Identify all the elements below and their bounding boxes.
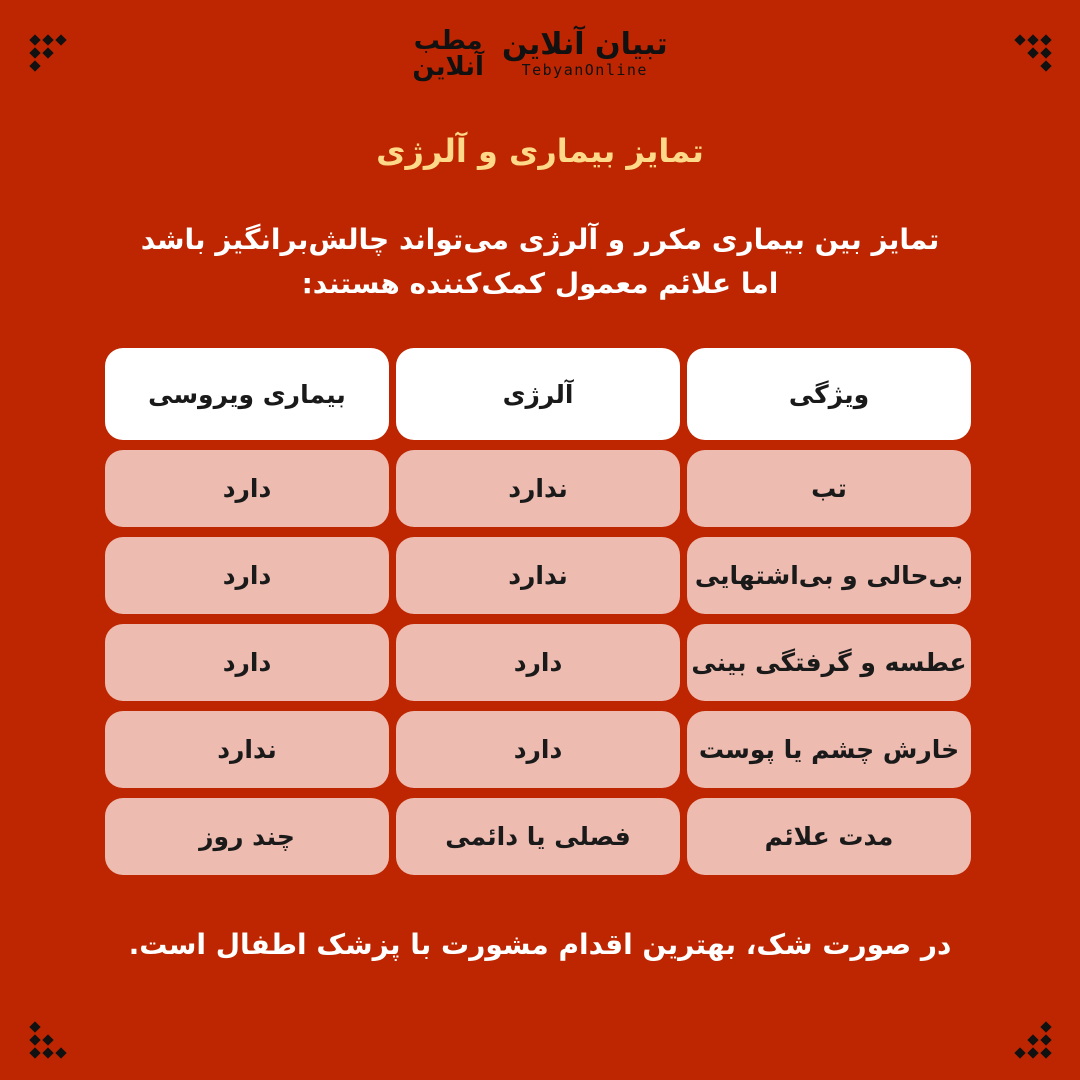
feature-cell: عطسه و گرفتگی بینی <box>687 624 971 701</box>
viral-cell: ندارد <box>105 711 389 788</box>
table-row <box>107 624 971 701</box>
allergy-cell: دارد <box>396 624 680 701</box>
matab-online-logo <box>412 28 484 80</box>
feature-cell: مدت علائم <box>687 798 971 875</box>
viral-cell: دارد <box>105 450 389 527</box>
table-header-row <box>107 348 971 440</box>
viral-cell: دارد <box>105 624 389 701</box>
allergy-cell: فصلی یا دائمی <box>396 798 680 875</box>
intro-line-1: تمایز بین بیماری مکرر و آلرژی می‌تواند چالش‌برانگیز باشد <box>140 223 940 256</box>
corner-pattern-bottom-right-icon <box>1013 1020 1053 1060</box>
allergy-cell: ندارد <box>396 537 680 614</box>
feature-cell: تب <box>687 450 971 527</box>
table-row <box>107 798 971 875</box>
header-cell-allergy: آلرژی <box>396 348 680 440</box>
brand-logos <box>0 28 1080 80</box>
comparison-table <box>107 348 971 885</box>
table-row <box>107 450 971 527</box>
intro-text <box>100 218 980 306</box>
allergy-cell: ندارد <box>396 450 680 527</box>
table-row <box>107 537 971 614</box>
header-cell-feature: ویژگی <box>687 348 971 440</box>
viral-cell: دارد <box>105 537 389 614</box>
tebyan-logo-persian: تبیان آنلاین <box>501 27 668 63</box>
matab-logo-line2: آنلاین <box>412 52 484 82</box>
feature-cell: بی‌حالی و بی‌اشتهایی <box>687 537 971 614</box>
page-title: تمایز بیماری و آلرژی <box>376 132 704 170</box>
table-row <box>107 711 971 788</box>
tebyan-online-logo <box>502 29 668 79</box>
tebyan-logo-english: TebyanOnline <box>521 60 648 79</box>
intro-line-2: اما علائم معمول کمک‌کننده هستند: <box>301 267 779 300</box>
matab-logo-line1: مطب <box>413 26 483 56</box>
feature-cell: خارش چشم یا پوست <box>687 711 971 788</box>
allergy-cell: دارد <box>396 711 680 788</box>
corner-pattern-bottom-left-icon <box>28 1020 68 1060</box>
header-cell-viral: بیماری ویروسی <box>105 348 389 440</box>
viral-cell: چند روز <box>105 798 389 875</box>
footer-note: در صورت شک، بهترین اقدام مشورت با پزشک اطفال است. <box>128 928 952 961</box>
